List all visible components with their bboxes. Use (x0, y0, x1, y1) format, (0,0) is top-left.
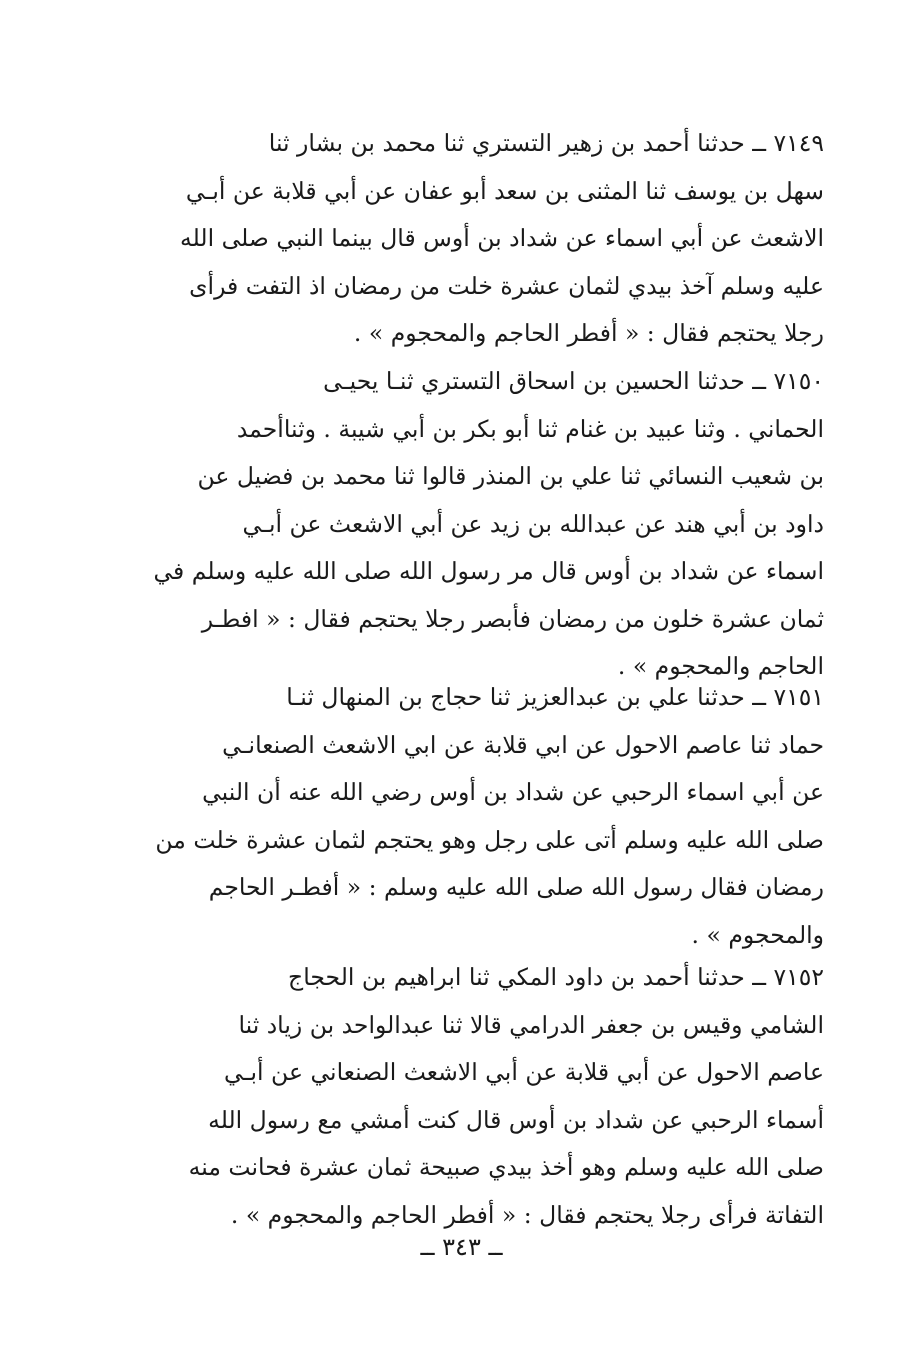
hadith-text: ٧١٥١ ــ حدثنا علي بن عبدالعزيز ثنا حجاج بن المنهال ثنـا حماد ثنا عاصم الاحول عن ابي قلابة عن ابي الاشعث الصنعانـي عن أبي اسماء الرحبي عن شداد بن أوس رضي الله عنه أن النبي صلى الله عليه وسلم أتى على رجل وهو يحتجم لثمان عشرة خلت من رمضان فقال رسول الله صلى الله عليه وسلم : « أفطـر الحاجم والمحجوم » . (155, 683, 824, 949)
hadith-7149 (82, 120, 824, 358)
hadith-7152 (82, 954, 824, 1239)
hadith-text: ٧١٥٠ ــ حدثنا الحسين بن اسحاق التستري ثنـا يحيـى الحماني . وثنا عبيد بن غنام ثنا أبو بكر بن أبي شيبة . وثناأحمد بن شعيب النسائي ثنا علي بن المنذر قالوا ثنا محمد بن فضيل عن داود بن أبي هند عن عبدالله بن زيد عن أبي الاشعث عن أبـي اسماء عن شداد بن أوس قال مر رسول الله صلى الله عليه وسلم في ثمان عشرة خلون من رمضان فأبصر رجلا يحتجم فقال : « افطـر الحاجم والمحجوم » . (153, 367, 824, 680)
hadith-text: ٧١٥٢ ــ حدثنا أحمد بن داود المكي ثنا ابراهيم بن الحجاج الشامي وقيس بن جعفر الدرامي قالا ثنا عبدالواحد بن زياد ثنا عاصم الاحول عن أبي قلابة عن أبي الاشعث الصنعاني عن أبـي أسماء الرحبي عن شداد بن أوس قال كنت أمشي مع رسول الله صلى الله عليه وسلم وهو أخذ بيدي صبيحة ثمان عشرة فحانت منه التفاتة فرأى رجلا يحتجم فقال : « أفطر الحاجم والمحجوم » . (188, 963, 824, 1229)
page-number: ــ ٣٤٣ ــ (420, 1233, 503, 1261)
hadith-7150 (82, 358, 824, 691)
hadith-7151 (82, 674, 824, 959)
hadith-text: ٧١٤٩ ــ حدثنا أحمد بن زهير التستري ثنا محمد بن بشار ثنا سهل بن يوسف ثنا المثنى بن سعد أبو عفان عن أبي قلابة عن أبـي الاشعث عن أبي اسماء عن شداد بن أوس قال بينما النبي صلى الله عليه وسلم آخذ بيدي لثمان عشرة خلت من رمضان اذ التفت فرأى رجلا يحتجم فقال : « أفطر الحاجم والمحجوم » . (180, 129, 824, 347)
